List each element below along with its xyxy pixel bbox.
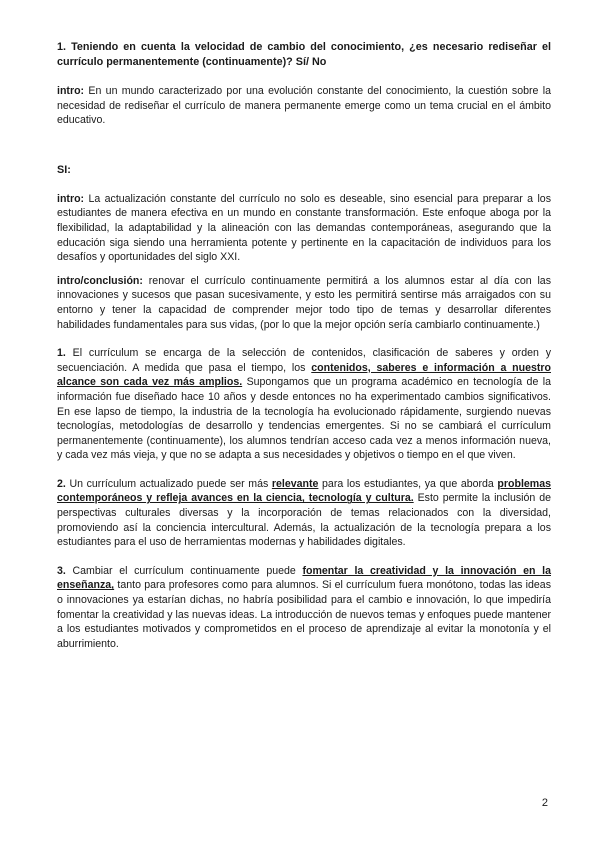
si-intro-paragraph [57, 192, 551, 265]
document-page [57, 40, 551, 651]
point-2-emphasis-problemas: problemas contemporáneos y refleja avances en la ciencia, tecnología y cultura. [57, 477, 551, 505]
conclusion-text: renovar el currículo continuamente permitirá a los alumnos estar al día con las innovaciones y sucesos que pasan sucesivamente, y esto les permitirá sentirse más arraigados con su entorno y tener la capacidad de comprender mejor todo tipo de temas y desarrollar diferentes habilidades fundamentales para sus vidas, (por lo que la mejor opción sería cambiarlo continuamente.) [57, 274, 551, 331]
point-2-text-c: Esto permite la inclusión de perspectivas culturales diversas y la incorporación de temas relacionados con la diversidad, promoviendo así la conciencia intercultural. Además, la actualización de la tecnología prepara a los estudiantes para el uso de herramientas modernas y habilidades digitales. [57, 492, 551, 549]
point-1-emphasis: contenidos, saberes e información a nuestro alcance son cada vez más amplios. [57, 361, 551, 389]
point-3-emphasis: fomentar la creatividad y la innovación en la enseñanza, [57, 564, 551, 592]
point-3-paragraph [57, 564, 551, 652]
conclusion-paragraph [57, 274, 551, 332]
point-1-paragraph [57, 346, 551, 463]
intro-paragraph [57, 84, 551, 128]
point-2-number: 2. [57, 477, 66, 490]
intro-text: En un mundo caracterizado por una evolución constante del conocimiento, la cuestión sobre la necesidad de rediseñar el currículo de manera permanente emerge como un tema crucial en el ámbito educativo. [57, 85, 551, 127]
si-heading: SI: [57, 163, 71, 176]
point-2-paragraph [57, 477, 551, 550]
point-3-text-b: tanto para profesores como para alumnos. Si el currículum fuera monótono, todas las ideas o innovaciones ya estarían dichas, no habría posibilidad para el cambio e innovación, lo que impediría fomentar la creatividad y las nuevas ideas. La introducción de nuevos temas y enfoques puede mantener a los estudiantes motivados y comprometidos en el proceso de aprendizaje al evitar la monotonía y el aburrimiento. [57, 579, 551, 650]
point-1-text-a: El currículum se encarga de la selección de contenidos, clasificación de saberes y orden y secuenciación. A medida que pasa el tiempo, los [57, 347, 551, 374]
point-2-text-b: para los estudiantes, ya que aborda [318, 477, 498, 490]
point-3-text-a: Cambiar el currículum continuamente puede [65, 564, 303, 577]
point-1-number: 1. [57, 347, 66, 360]
si-intro-text: La actualización constante del currículo no solo es deseable, sino esencial para preparar a los estudiantes de manera efectiva en un mundo en constante transformación. Este enfoque aboga por la flexibilidad, la adaptabilidad y la alineación con las demandas contemporáneas, asegurando que la educación siga siendo una herramienta potente y pertinente en la capacitación de individuos para los desafíos y oportunidades del siglo XXI. [57, 192, 551, 264]
si-intro-label: intro: [57, 192, 85, 205]
point-2-text-a: Un currículum actualizado puede ser más [65, 477, 272, 490]
point-1-text-b: Supongamos que un programa académico en tecnología de la información fue diseñado hace 10 años y desde entonces no ha experimentado cambios significativos. En ese lapso de tiempo, la industria de la tecnología ha evolucionado rápidamente, surgiendo nuevas tecnologías, metodologías de desarrollo y tendencias emergentes. Si no se cambiará el currículum permanentemente (continuamente), los alumnos tendrían acceso cada vez a menos información nueva, y cada vez más vieja, y que no se adapta a sus necesidades y objetivos o tiempo en el que viven. [57, 376, 551, 462]
point-2-emphasis-relevante: relevante [271, 477, 319, 490]
question-heading: 1. Teniendo en cuenta la velocidad de cambio del conocimiento, ¿es necesario rediseñar el currículo permanentemente (continuamente)? Sí/ No [57, 41, 551, 68]
intro-label: intro: [57, 85, 85, 97]
point-3-number: 3. [57, 564, 66, 577]
conclusion-label: intro/conclusión: [57, 274, 143, 287]
page-number: 2 [541, 797, 548, 809]
